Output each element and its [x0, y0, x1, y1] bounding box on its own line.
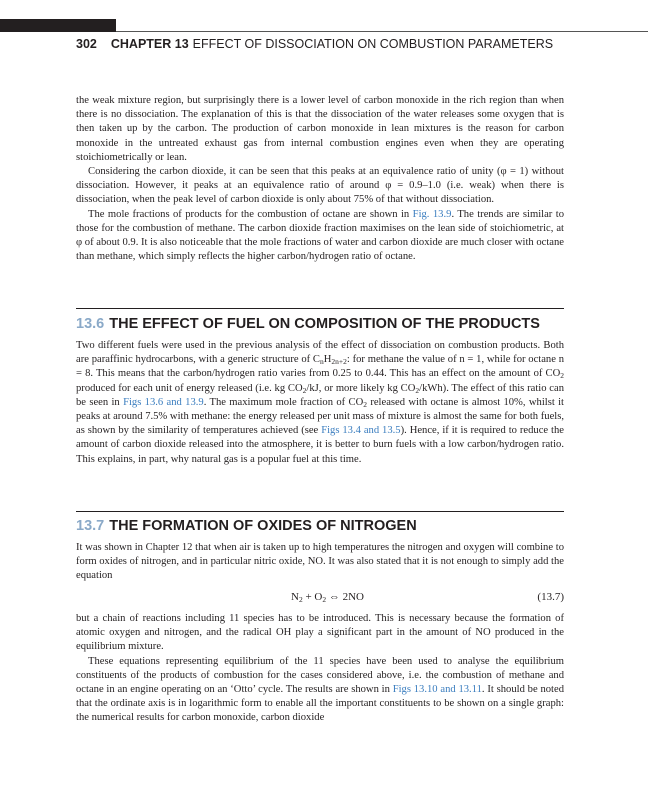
section-text: [76, 612, 564, 726]
paragraph: The mole fractions of products for the combustion of octane are shown in Fig. 13.9. The trends are similar to those for the combustion of methane. The carbon dioxide fraction maximises on the lean side of stoichiometric, at φ of about 0.9. It is also noticeable that the mole fractions of water and carbon dioxide are much closer with octane than methane, which simply reflects the higher carbon/hydrogen ratio of octane.: [76, 208, 565, 263]
section-number: 13.6: [76, 316, 105, 332]
paragraph: It was shown in Chapter 12 that when air is taken up to high temperatures the nitrogen and oxygen will combine to form oxides of nitrogen, and in particular nitric oxide, NO. It was also stated that it is not enough to simply add the equation: [76, 542, 564, 582]
equation: [76, 591, 564, 607]
paragraph: the weak mixture region, but surprisingly there is a lower level of carbon monoxide in the rich region than when there is no dissociation. The explanation of this is that the dissociation of the water releases some oxygen that is then taken up by the carbon. The production of carbon monoxide in lean mixtures is the reason for carbon monoxide in the untreated exhaust gas from internal combustion engines even when they are operating stoichiometrically or lean.: [76, 95, 564, 163]
figure-link[interactable]: Figs 13.6 and 13.9: [123, 396, 204, 408]
figure-link[interactable]: Figs 13.4 and 13.5: [321, 425, 401, 437]
section-title: THE EFFECT OF FUEL ON COMPOSITION OF THE PRODUCTS: [109, 316, 540, 332]
paragraph: but a chain of reactions including 11 species has to be introduced. This is necessary because the formation of atomic oxygen and nitrogen, and the radical OH play a significant part in the amount of NO produced in the equilibrium mixture.: [76, 613, 564, 653]
intro-text: [76, 94, 564, 264]
section-heading: [76, 316, 540, 332]
section-text: [76, 541, 564, 584]
figure-link[interactable]: Fig. 13.9: [412, 208, 452, 220]
paragraph: Two different fuels were used in the previous analysis of the effect of dissociation on combustion products. Both are paraffinic hydrocarbons, with a generic structure of $C_nH_{2n+2}$: for methane the value of n = 1, while for octane n = 8. This means that the carbon/hydrogen ratio varies from 0.25 to 0.44. This has an effect on the amount of $CO_2$ produced for each unit of energy released (i.e. kg $CO_2/kJ$, or more likely kg $CO_2/kWh$). The effect of this ratio can be seen in Figs 13.6 and 13.9. The maximum mole fraction of $CO_2$ released with octane is almost 10%, whilst it peaks at around 7.5% with methane: the energy released per unit mass of mixture is almost the same for both fuels, as shown by the similarity of temperatures achieved (see Figs 13.4 and 13.5). Hence, if it is required to reduce the amount of carbon dioxide released into the atmosphere, it is better to burn fuels with a low carbon/hydrogen ratio. This explains, in part, why natural gas is a popular fuel at this time.: [76, 340, 564, 465]
running-header: [76, 37, 576, 51]
section-rule: [76, 511, 564, 512]
section-heading: [76, 518, 417, 534]
header-bar: [0, 19, 116, 32]
paragraph: Considering the carbon dioxide, it can be seen that this peaks at an equivalence ratio of unity (φ = 1) without dissociation. However, it peaks at an equivalence ratio of around φ = 0.9–1.0 (i.e. weak) when there is dissociation, when the peak level of carbon dioxide is only about 75% of that without dissociation.: [76, 166, 564, 206]
equation-number: (13.7): [537, 591, 564, 603]
chapter-title: EFFECT OF DISSOCIATION ON COMBUSTION PARAMETERS: [192, 37, 554, 51]
page-number: 302: [76, 37, 97, 51]
paragraph: These equations representing equilibrium of the 11 species have been used to analyse the equilibrium constituents of the products of combustion for the cases considered above, i.e. the combustion of methane and octane in an engine operating on an ‘Otto’ cycle. The results are shown in Figs 13.10 and 13.11. It should be noted that the ordinate axis is in logarithmic form to enable all the important constituents to be shown on a single graph: the numerical results for carbon monoxide, carbon dioxide: [76, 655, 565, 724]
equation-body: $N_2 + O_2$ ⇔ 2NO: [291, 591, 364, 604]
chapter-label: CHAPTER 13: [110, 37, 189, 51]
section-text: [76, 339, 564, 467]
section-number: 13.7: [76, 518, 105, 534]
section-title: THE FORMATION OF OXIDES OF NITROGEN: [109, 518, 417, 534]
section-rule: [76, 308, 564, 309]
figure-link[interactable]: Figs 13.10 and 13.11: [392, 684, 482, 696]
header-rule: [116, 31, 648, 32]
